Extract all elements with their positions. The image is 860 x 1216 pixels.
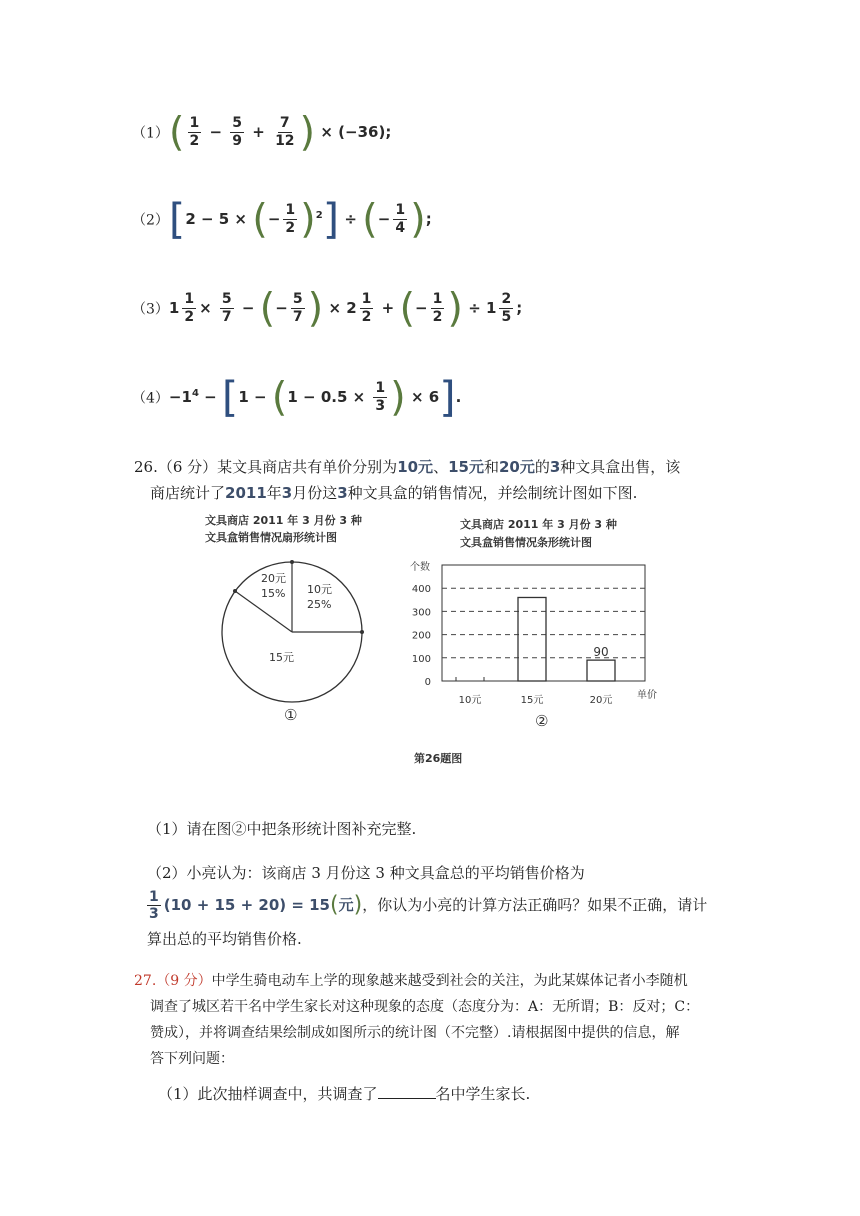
y-tick-label: 100 — [411, 653, 431, 665]
q26-text: 的 — [534, 458, 550, 476]
x-axis-label: 单价 — [637, 690, 657, 701]
q26-text: ，你认为小亮的计算方法正确吗？如果不正确，请计 — [362, 896, 708, 915]
q26-text: 商店统计了 — [150, 484, 226, 502]
question-points: （9 分） — [156, 973, 212, 989]
count-3: 3 — [337, 484, 348, 502]
exercise-label: （2） — [132, 212, 169, 229]
q27-line3: 赞成），并将调查结果绘制成如图所示的统计图（不完整）.请根据图中提供的信息，解 — [150, 1025, 680, 1041]
pie-slice-label-10: 10元 — [307, 583, 332, 596]
price-20: 20元 — [498, 458, 535, 476]
price-10: 10元 — [397, 458, 434, 476]
exercise-3 — [132, 285, 523, 331]
q26-text: 种文具盒出售，该 — [560, 458, 681, 476]
bar-title-line1: 文具商店 2011 年 3 月份 3 种 — [460, 518, 617, 531]
q26-text: 年 — [266, 484, 282, 502]
q27-text: （1）此次抽样调查中，共调查了 — [158, 1085, 378, 1103]
q27-text: 名中学生家长. — [435, 1085, 531, 1103]
q26-part-1: （1）请在图②中把条形统计图补充完整. — [147, 820, 417, 838]
average-formula: $\frac{1}{3}$ (10 + 15 + 20) = 15(元) — [149, 889, 363, 923]
y-tick-label: 400 — [411, 584, 431, 596]
q27-part-1 — [158, 1081, 530, 1107]
y-tick-label: 200 — [411, 630, 431, 642]
math-expression: [2 − 5 × (− $\frac{1}{2}$ )$^2$] ÷ (− $\frac{1}{4}$ ); — [168, 194, 432, 243]
pie-chart — [195, 508, 385, 728]
y-tick-label: 300 — [411, 607, 431, 619]
q27-line1 — [134, 968, 688, 994]
x-tick-label: 20元 — [589, 695, 613, 706]
pie-slice-percent-20: 15% — [261, 587, 286, 600]
count-3: 3 — [549, 458, 561, 476]
bar-chart — [405, 508, 675, 733]
q26-part-2-line3: 算出总的平均销售价格. — [147, 930, 302, 948]
year-2011: 2011 — [225, 484, 267, 502]
pie-caption: ① — [284, 706, 298, 724]
y-axis-label: 个数 — [410, 562, 430, 573]
bar-15元 — [518, 597, 546, 681]
figure-caption: 第26题图 — [414, 752, 463, 765]
bar-title-line2: 文具盒销售情况条形统计图 — [460, 536, 592, 549]
q26-text: 、 — [433, 458, 449, 476]
q27-line2: 调查了城区若干名中学生家长对这种现象的态度（态度分为：A：无所谓；B：反对；C： — [150, 999, 700, 1015]
x-tick-label: 10元 — [458, 695, 482, 706]
exercise-label: （4） — [132, 390, 169, 407]
pie-slice-label-15: 15元 — [269, 651, 294, 664]
bar-caption: ② — [535, 712, 549, 730]
y-tick-label: 0 — [424, 677, 431, 688]
math-expression: $-1^4 - [1 - (1 - 0.5$ × $\frac{1}{3}$ ) × 6]. — [168, 372, 462, 421]
pie-slice-label-20: 20元 — [261, 572, 286, 585]
pie-slice-percent-10: 25% — [307, 598, 332, 611]
q26-text: 某文具商店共有单价分别为 — [217, 458, 398, 476]
q26-line2 — [150, 480, 637, 506]
pie-point — [233, 589, 237, 593]
pie-title-line2: 文具盒销售情况扇形统计图 — [205, 531, 337, 544]
q26-part-2-line1: （2）小亮认为：该商店 3 月份这 3 种文具盒总的平均销售价格为 — [147, 864, 585, 882]
pie-point — [360, 630, 364, 634]
question-number: 27. — [134, 973, 157, 989]
q26-text: 种文具盒的销售情况，并绘制统计图如下图. — [347, 484, 638, 502]
x-tick-label: 15元 — [520, 695, 544, 706]
q26-text: 月份这 — [292, 484, 338, 502]
exercise-2 — [132, 194, 432, 243]
bar-data-label: 90 — [593, 645, 609, 660]
math-expression: ( $\frac{1}{2}$ − $\frac{5}{9}$ + $\frac{7}{12}$ ) × (−36); — [168, 109, 392, 155]
exercise-1 — [132, 109, 392, 155]
q26-text: 和 — [483, 458, 499, 476]
exercise-label: （3） — [132, 301, 169, 318]
q26-part-2-line2 — [147, 889, 707, 922]
price-15: 15元 — [448, 458, 484, 476]
question-number: 26. — [134, 458, 158, 476]
q27-line4: 答下列问题： — [150, 1051, 234, 1067]
bar-20元 — [587, 660, 615, 681]
exercise-label: （1） — [132, 125, 169, 142]
q26-line1 — [134, 454, 680, 480]
exercise-4 — [132, 372, 462, 421]
pie-point — [290, 560, 294, 564]
pie-title-line1: 文具商店 2011 年 3 月份 3 种 — [205, 514, 362, 527]
answer-blank[interactable] — [378, 1084, 436, 1099]
q27-text: 中学生骑电动车上学的现象越来越受到社会的关注，为此某媒体记者小李随机 — [211, 973, 688, 989]
math-expression: 1 $\frac{1}{2}$ × $\frac{5}{7}$ − (− $\frac{5}{7}$ ) × 2 $\frac{1}{2}$ + (− $\frac{1}{2}$ ) ÷ 1 $\frac{2}{5}$ ; — [168, 285, 523, 331]
question-points: （6 分） — [157, 458, 218, 476]
month-3: 3 — [281, 484, 293, 502]
